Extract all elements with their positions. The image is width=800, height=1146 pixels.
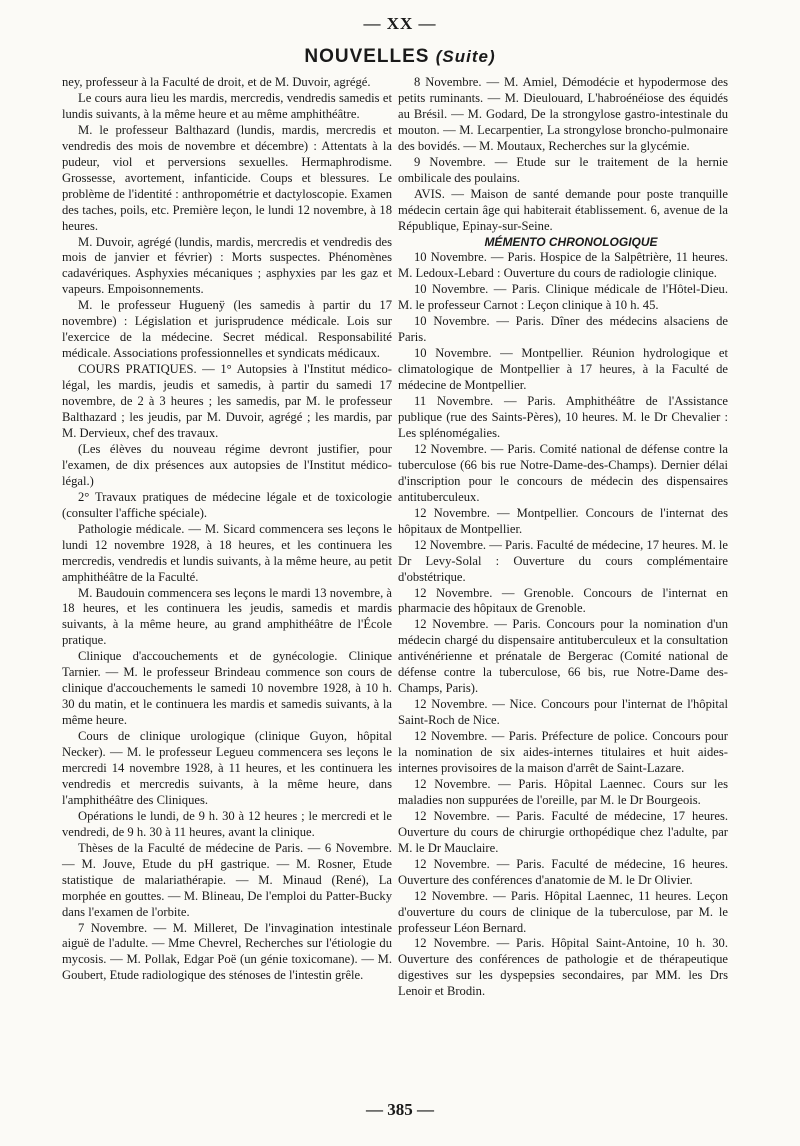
memento-entry: 12 Novembre. — Paris. Concours pour la nomination d'un médecin chargé du dispensaire antituberculeux et la consultation antivénérienne et prénatale de Bergerac (Comité national de défense contre la tuberculose, 66 bis, rue Notre-Dame des-Champs, Paris). <box>398 617 728 696</box>
right-column <box>398 75 728 1000</box>
left-paragraph: M. Baudouin commencera ses leçons le mardi 13 novembre, à 18 heures, et les continuera les jeudis, samedis et mardis suivants, à la même heure, au grand amphithéâtre de l'École pratique. <box>62 585 392 648</box>
left-paragraph: 7 Novembre. — M. Milleret, De l'invagination intestinale aiguë de l'adulte. — Mme Chevrel, Recherches sur l'étiologie du mycosis. — M. Pollak, Edgar Poë (un génie toxicomane). — M. Goubert, Etude radiologique des sténoses de l'intestin grêle. <box>62 920 392 983</box>
left-paragraph: ney, professeur à la Faculté de droit, et de M. Duvoir, agrégé. <box>62 75 371 89</box>
memento-entry: 12 Novembre. — Paris. Comité national de défense contre la tuberculose (66 bis rue Notre-Dame-des-Champs). Dernier délai d'inscription pour le concours de médecin des dispensaires antituberculeux. <box>398 441 728 504</box>
section-title-suite: (Suite) <box>435 47 496 66</box>
left-paragraph: M. Duvoir, agrégé (lundis, mardis, mercredis et vendredis des mois de janvier et février) : Morts suspectes. Phénomènes cadavériques. Asphyxies mécaniques ; asphyxies par les gaz et vapeurs. Empoisonnements. <box>62 234 392 297</box>
left-column <box>62 75 392 984</box>
section-title-text: NOUVELLES <box>304 46 430 67</box>
right-paragraph: 8 Novembre. — M. Amiel, Démodécie et hypodermose des petits ruminants. — M. Dieulouard, L'habroénéiose des équidés au Brésil. — M. Godard, De la strongylose gastro-intestinale du mouton. — M. Lecarpentier, La strongylose broncho-pulmonaire des bovidés. — M. Moutaux, Recherches sur la glycémie. <box>398 75 728 153</box>
left-paragraph: 2° Travaux pratiques de médecine légale et de toxicologie (consulter l'affiche spéciale). <box>62 489 392 520</box>
memento-heading: MÉMENTO CHRONOLOGIQUE <box>484 234 658 249</box>
memento-entry: 12 Novembre. — Montpellier. Concours de l'internat des hôpitaux de Montpellier. <box>398 505 728 536</box>
memento-entry: 12 Novembre. — Paris. Hôpital Saint-Antoine, 10 h. 30. Ouverture des conférences de pathologie et de thérapeutique digestives sur les dyspepsies secondaires, par MM. les Drs Lenoir et Brodin. <box>398 936 728 999</box>
memento-entry: 12 Novembre. — Paris. Faculté de médecine, 17 heures. Ouverture du cours de chirurgie orthopédique chez l'adulte, par M. le Dr Mauclaire. <box>398 808 728 855</box>
memento-entry: 10 Novembre. — Paris. Dîner des médecins alsaciens de Paris. <box>398 314 728 345</box>
memento-entry: 10 Novembre. — Paris. Hospice de la Salpêtrière, 11 heures. M. Ledoux-Lebard : Ouverture du cours de radiologie clinique. <box>398 250 728 281</box>
right-paragraph: 9 Novembre. — Etude sur le traitement de la hernie ombilicale des poulains. <box>398 154 728 185</box>
left-paragraph: Thèses de la Faculté de médecine de Paris. — 6 Novembre. — M. Jouve, Etude du pH gastrique. — M. Rosner, Etude statistique de malariathérapie. — M. Minaud (René), La morphée en gouttes. — M. Blineau, De l'emploi du Patter-Bucky dans l'examen de l'orbite. <box>62 840 392 919</box>
memento-entry: 12 Novembre. — Paris. Faculté de médecine, 17 heures. M. le Dr Levy-Solal : Ouverture du cours complémentaire d'obstétrique. <box>398 537 728 584</box>
memento-entry: 12 Novembre. — Paris. Hôpital Laennec. Cours sur les maladies non suppurées de l'oreille, par M. le Dr Bourgeois. <box>398 776 728 807</box>
left-paragraph: (Les élèves du nouveau régime devront justifier, pour l'examen, de dix présences aux autopsies de l'Institut médico-légal.) <box>62 441 392 488</box>
memento-entry: 12 Novembre. — Paris. Faculté de médecine, 16 heures. Ouverture des conférences d'anatomie de M. le Dr Olivier. <box>398 856 728 887</box>
left-paragraph: Le cours aura lieu les mardis, mercredis, vendredis samedis et lundis suivants, à la même heure et au même amphithéâtre. <box>62 90 392 121</box>
page-number: — 385 — <box>366 1100 434 1119</box>
left-paragraph: COURS PRATIQUES. — 1° Autopsies à l'Institut médico-légal, les mardis, jeudis et samedis, à partir du samedi 17 novembre, de 2 à 3 heures ; les samedis, par M. le professeur Balthazard ; les jeudis, par M. Duvoir, agrégé ; les mardis, par M. Dervieux, chef des travaux. <box>62 362 392 440</box>
memento-entry: 10 Novembre. — Paris. Clinique médicale de l'Hôtel-Dieu. M. le professeur Carnot : Leçon clinique à 10 h. 45. <box>398 282 728 313</box>
left-paragraph: Pathologie médicale. — M. Sicard commencera ses leçons le lundi 12 novembre 1928, à 18 heures, et les continuera les mercredis, vendredis et lundis suivants, à la même heure, au petit amphithéâtre de la Faculté. <box>62 521 392 584</box>
roman-page-header: — XX — <box>363 14 437 33</box>
section-title <box>0 46 800 68</box>
avis-paragraph: AVIS. — Maison de santé demande pour poste tranquille médecin certain âge qui habiterait établissement. 6, avenue de la République, Epinay-sur-Seine. <box>398 186 728 233</box>
memento-entry: 12 Novembre. — Nice. Concours pour l'internat de l'hôpital Saint-Roch de Nice. <box>398 697 728 728</box>
memento-entry: 12 Novembre. — Grenoble. Concours de l'internat en pharmacie des hôpitaux de Grenoble. <box>398 585 728 616</box>
left-paragraph: M. le professeur Balthazard (lundis, mardis, mercredis et vendredis des mois de novembre et décembre) : Attentats à la pudeur, viol et perversions sexuelles. Hermaphrodisme. Grossesse, avortement, infanticide. Coups et blessures. Le problème de l'identité : anthropométrie et dactyloscopie. Examen des taches, poils, etc. Première leçon, le lundi 12 novembre, à 18 heures. <box>62 122 392 233</box>
memento-entry: 12 Novembre. — Paris. Hôpital Laennec, 11 heures. Leçon d'ouverture du cours de clinique de la tuberculose, par M. le professeur Léon Bernard. <box>398 888 728 935</box>
memento-entry: 12 Novembre. — Paris. Préfecture de police. Concours pour la nomination de six aides-internes titulaires et huit aides-internes provisoires de la maison d'arrêt de Saint-Lazare. <box>398 729 728 775</box>
left-paragraph: Cours de clinique urologique (clinique Guyon, hôpital Necker). — M. le professeur Legueu commencera ses leçons le mercredi 14 novembre 1928, à 11 heures, et les continuera les vendredis et mercredis suivants, à la même heure, dans l'amphithéâtre des Cliniques. <box>62 729 392 807</box>
left-paragraph: Clinique d'accouchements et de gynécologie. Clinique Tarnier. — M. le professeur Brindeau commence son cours de clinique d'accouchements le samedi 10 novembre 1928, à 10 h. 30 du matin, et le continuera les mardis et samedis suivants, à la même heure. <box>62 649 392 728</box>
memento-entry: 10 Novembre. — Montpellier. Réunion hydrologique et climatologique de Montpellier à 17 heures, à la Faculté de médecine de Montpellier. <box>398 346 728 393</box>
left-paragraph: M. le professeur Huguenÿ (les samedis à partir du 17 novembre) : Législation et jurisprudence médicale. Lois sur l'exercice de la médecine. Secret médical. Responsabilité médicale. Associations professionnelles et syndicats médicaux. <box>62 298 392 361</box>
left-paragraph: Opérations le lundi, de 9 h. 30 à 12 heures ; le mercredi et le vendredi, de 9 h. 30 à 11 heures, avant la clinique. <box>62 808 392 839</box>
memento-entry: 11 Novembre. — Paris. Amphithéâtre de l'Assistance publique (rue des Saints-Pères), 10 heures. M. le Dr Chevalier : Les splénomégalies. <box>398 394 728 440</box>
